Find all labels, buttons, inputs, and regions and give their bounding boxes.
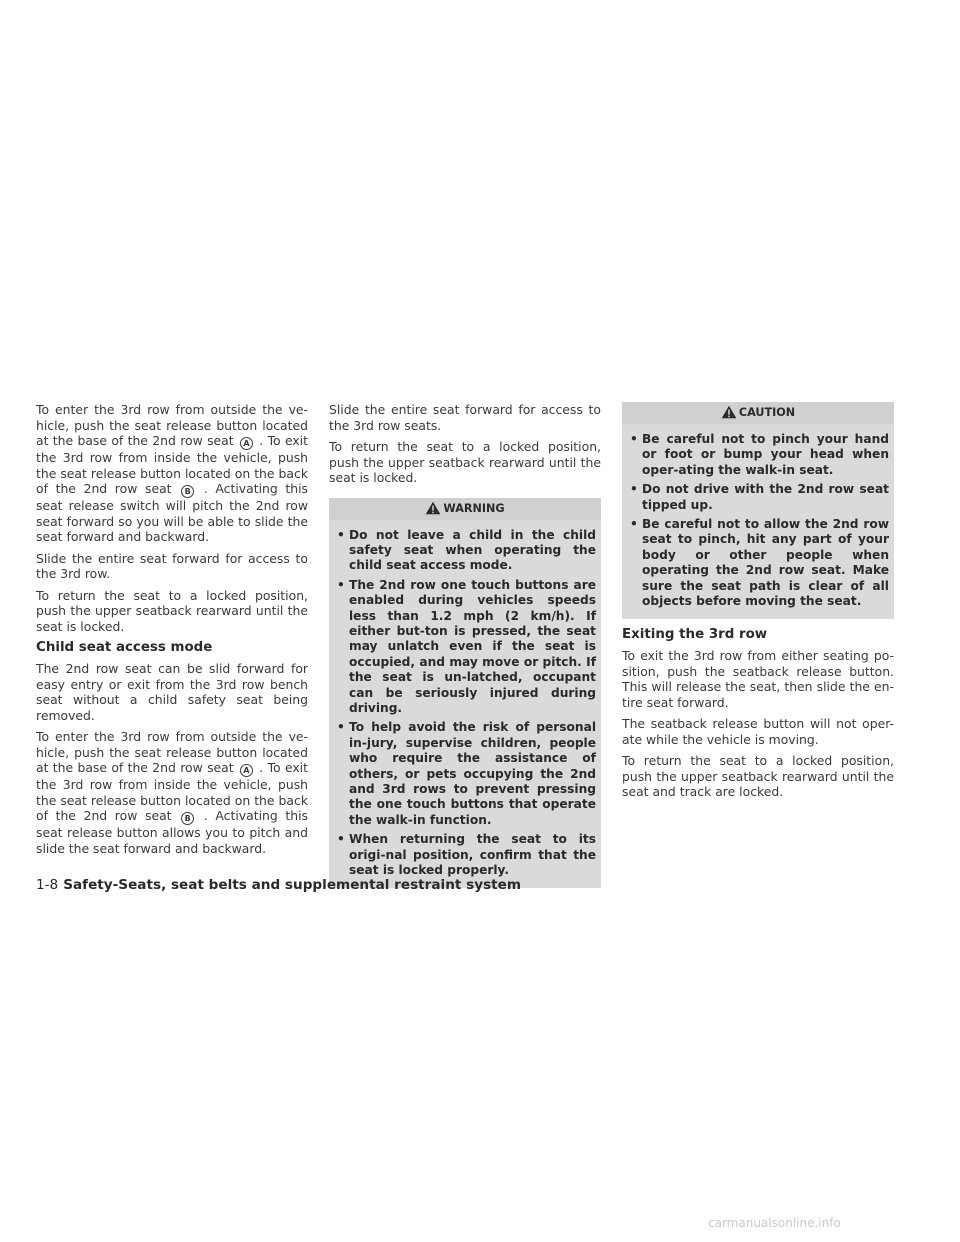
bullet: •: [337, 527, 345, 542]
text-run: To enter the 3rd row from outside the ve-hicle, push the seat release button located at the base of the 2nd row seat: [36, 729, 308, 775]
caution-list: [622, 432, 894, 619]
paragraph: [36, 402, 308, 545]
warning-header: [329, 498, 601, 520]
callout-marker-b: B: [181, 485, 194, 498]
bullet: •: [337, 832, 345, 847]
list-item-text: Be careful not to pinch your hand or foot or bump your head when oper-ating the walk-in seat.: [642, 432, 889, 477]
paragraph: [36, 729, 308, 856]
list-item-text: To help avoid the risk of personal in-jury, supervise children, people who require the assistance of others, or pets occupying the 2nd and 3rd rows to prevent pressing the one touch buttons that operate the walk-in function.: [349, 720, 596, 827]
paragraph: To return the seat to a locked position, push the upper seatback rearward until the seat and track are locked.: [622, 753, 894, 800]
caution-title: CAUTION: [738, 406, 796, 419]
paragraph: To return the seat to a locked position, push the upper seatback rearward until the seat is locked.: [36, 587, 308, 634]
text-run: . To exit the 3rd row from inside the vehicle, push the seat release button located on the back of the 2nd row seat: [36, 433, 308, 496]
paragraph: To return the seat to a locked position, push the upper seatback rearward until the seat is locked.: [329, 439, 601, 485]
caution-box: [622, 402, 894, 619]
bullet: •: [337, 720, 345, 735]
paragraph: Slide the entire seat forward for access to the 3rd row seats.: [329, 402, 601, 433]
bullet: •: [630, 482, 638, 497]
list-item-text: When returning the seat to its origi-nal position, confirm that the seat is locked properly.: [349, 832, 596, 878]
list-item: [630, 482, 889, 513]
text-run: . To exit the 3rd row from inside the vehicle, push the seat release button located on the back of the 2nd row seat: [36, 760, 308, 823]
list-item: [337, 832, 596, 878]
list-item-text: Do not leave a child in the child safety seat when operating the child seat access mode.: [349, 527, 596, 573]
paragraph: The 2nd row seat can be slid forward for easy entry or exit from the 3rd row bench seat without a child safety seat being removed.: [36, 661, 308, 723]
list-item: [337, 528, 596, 574]
list-item: [337, 720, 596, 828]
callout-marker-a: A: [240, 764, 253, 777]
warning-triangle-icon: [721, 405, 737, 419]
section-title: Safety-Seats, seat belts and supplemental restraint system: [63, 877, 522, 893]
warning-triangle-icon: [425, 501, 441, 515]
text-run: To enter the 3rd row from outside the ve-hicle, push the seat release button located at the base of the 2nd row seat: [36, 402, 308, 448]
section-heading: Child seat access mode: [36, 640, 213, 655]
left-column: [36, 402, 308, 862]
paragraph: The seatback release button will not oper-ate while the vehicle is moving.: [622, 716, 894, 747]
middle-column: [329, 402, 601, 896]
paragraph: Slide the entire seat forward for access to the 3rd row.: [36, 550, 308, 581]
watermark: carmanualsonline.info: [708, 1216, 841, 1230]
callout-marker-b: B: [181, 812, 194, 825]
list-item: [337, 578, 596, 717]
page-number: 1-8: [36, 877, 59, 893]
warning-list: [329, 528, 601, 889]
list-item-text: Do not drive with the 2nd row seat tipped up.: [642, 482, 889, 512]
bullet: •: [630, 432, 638, 446]
page-footer: [36, 877, 521, 893]
text-run: . Activating this seat release switch will pitch the 2nd row seat forward so you will be able to slide the seat forward and backward.: [36, 481, 308, 544]
callout-marker-a: A: [240, 437, 253, 450]
list-item: [630, 432, 889, 478]
section-heading: Exiting the 3rd row: [622, 627, 768, 643]
warning-title: WARNING: [443, 501, 505, 515]
text-run: . Activating this seat release button allows you to pitch and slide the seat forward and backward.: [36, 808, 308, 856]
bullet: •: [630, 517, 638, 532]
bullet: •: [337, 577, 345, 592]
list-item: [630, 517, 889, 609]
caution-header: [622, 402, 894, 424]
list-item-text: Be careful not to allow the 2nd row seat to pinch, hit any part of your body or other people when operating the 2nd row seat. Make sure the seat path is clear of all objects before moving the seat.: [642, 517, 889, 609]
list-item-text: The 2nd row one touch buttons are enabled during vehicles speeds less than 1.2 mph (2 km/h). If either but-ton is pressed, the seat may unlatch even if the seat is occupied, and may move or pitch. If the seat is un-latched, occupant can be seriously injured during driving.: [349, 577, 596, 715]
right-column: [622, 402, 894, 806]
paragraph: To exit the 3rd row from either seating po-sition, push the seatback release button. This will release the seat, then slide the en-tire seat forward.: [622, 648, 894, 710]
warning-box: [329, 498, 601, 889]
